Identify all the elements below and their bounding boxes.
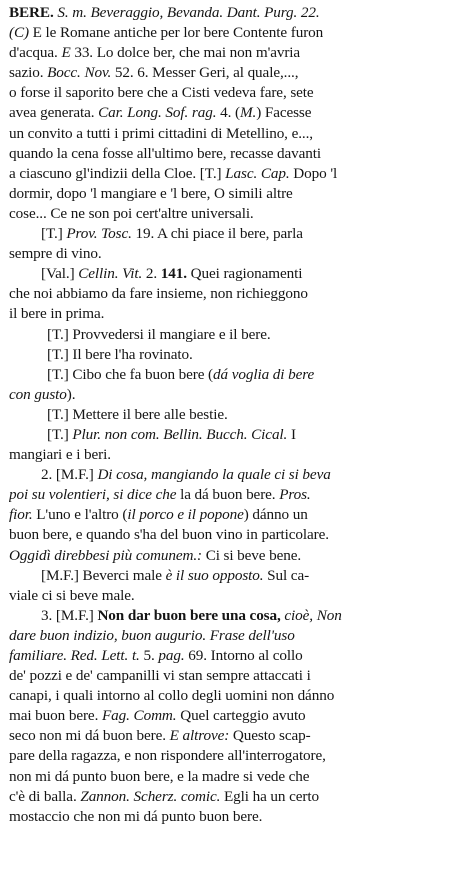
entry-line xyxy=(9,726,465,746)
entry-line xyxy=(9,184,465,204)
entry-line xyxy=(9,304,465,324)
entry-line xyxy=(9,505,465,525)
entry-line xyxy=(9,385,465,405)
entry-text-segment: viale ci si beve male. xyxy=(9,586,135,604)
entry-text-segment: Non dar buon bere una cosa, xyxy=(97,606,281,624)
entry-text-segment: pag. xyxy=(158,647,185,664)
entry-text-segment: Quel carteggio avuto xyxy=(176,707,306,725)
entry-text-segment: E xyxy=(61,44,71,62)
entry-text-segment: Egli ha un certo xyxy=(220,787,319,805)
entry-text-segment: Bocc. Nov. xyxy=(47,64,112,82)
entry-text-segment: BERE. xyxy=(9,4,54,21)
entry-text-segment: Lasc. Cap. xyxy=(225,164,290,182)
entry-line xyxy=(9,244,465,264)
entry-text-segment: 69. Intorno al collo xyxy=(184,647,303,664)
entry-line xyxy=(9,144,465,164)
entry-text-segment: Zannon. Scherz. comic. xyxy=(80,787,221,805)
entry-text-segment: d'acqua. xyxy=(9,44,62,62)
entry-line xyxy=(9,103,465,123)
entry-line xyxy=(9,807,465,827)
entry-text-segment: sempre di vino. xyxy=(9,245,102,263)
entry-line xyxy=(9,345,465,365)
entry-text-segment: Cellin. Vit. xyxy=(78,265,143,283)
entry-text-segment: il porco e il popone xyxy=(127,506,244,524)
entry-text-segment: Car. Long. Sof. rag. xyxy=(98,104,217,122)
entry-text-segment: Pros. xyxy=(279,486,311,504)
entry-text-segment: c'è di balla. xyxy=(9,787,81,805)
entry-text-segment: cioè, Non xyxy=(280,606,342,624)
entry-text-segment: [Val.] xyxy=(41,265,79,283)
entry-text-segment: Oggidì direbbesi più comunem.: xyxy=(9,546,202,564)
entry-text-segment: a ciascuno gl'indizii della Cloe. [T.] xyxy=(9,164,226,182)
entry-text-segment: E altrove: xyxy=(169,727,230,745)
entry-text-segment: [T.] Il bere l'ha rovinato. xyxy=(47,345,193,363)
entry-line xyxy=(9,626,465,646)
entry-text-segment: 4. ( xyxy=(216,104,240,122)
entry-line xyxy=(9,566,465,586)
entry-text-segment: I xyxy=(287,425,296,443)
entry-line xyxy=(9,204,465,224)
entry-text-segment: un convito a tutti i primi cittadini di Metellino, e..., xyxy=(9,124,314,142)
entry-line xyxy=(9,264,465,284)
entry-line xyxy=(9,465,465,485)
entry-text-segment: familiare. Red. Lett. t. xyxy=(9,647,140,664)
entry-line xyxy=(9,686,465,706)
entry-line xyxy=(9,525,465,545)
entry-text-segment: buon bere, e quando s'ha del buon vino in particolare. xyxy=(9,526,329,544)
entry-text-segment: mostaccio che non mi dá punto buon bere. xyxy=(9,807,263,825)
entry-text-segment: mai buon bere. xyxy=(9,707,102,725)
entry-text-segment: 33. Lo dolce ber, che mai non m'avria xyxy=(70,44,301,62)
entry-text-segment: ). xyxy=(66,385,76,403)
entry-line xyxy=(9,3,465,23)
entry-text-segment: dá voglia di bere xyxy=(213,365,315,383)
entry-text-segment: Quei ragionamenti xyxy=(186,265,303,283)
entry-text-segment: Dopo 'l xyxy=(289,164,338,182)
entry-line xyxy=(9,365,465,385)
entry-line xyxy=(9,325,465,345)
entry-text-segment: [M.F.] Beverci male xyxy=(41,566,166,584)
entry-text-segment: [T.] Provvedersi il mangiare e il bere. xyxy=(47,325,271,343)
entry-text-segment: E le Romane antiche per lor bere Contente furon xyxy=(28,24,324,42)
entry-text-segment: 5. xyxy=(139,647,159,664)
entry-text-segment: S. m. Beveraggio, Bevanda. Dant. Purg. 22. xyxy=(53,4,320,21)
entry-line xyxy=(9,586,465,606)
entry-text-segment: è il suo opposto. xyxy=(165,566,264,584)
entry-text-segment: [T.] xyxy=(41,225,67,243)
entry-text-segment: avea generata. xyxy=(9,104,99,122)
entry-text-segment: ) Facesse xyxy=(256,104,312,122)
entry-line xyxy=(9,63,465,83)
entry-text-segment: poi su volentieri, si dice che xyxy=(9,486,177,504)
entry-text-segment: che noi abbiamo da fare insieme, non richieggono xyxy=(9,285,308,303)
entry-text-segment: mangiari e i beri. xyxy=(9,446,111,464)
entry-text-segment: quando la cena fosse all'ultimo bere, recasse davanti xyxy=(9,144,322,162)
entry-line xyxy=(9,43,465,63)
entry-text-segment: dormir, dopo 'l mangiare e 'l bere, O simili altre xyxy=(9,184,293,202)
entry-text-segment: Plur. non com. Bellin. Bucch. Cical. xyxy=(72,425,288,443)
entry-line xyxy=(9,666,465,686)
entry-line xyxy=(9,767,465,787)
entry-text-segment: M. xyxy=(239,104,257,122)
entry-text-segment: Questo scap- xyxy=(229,727,311,745)
entry-text-segment: 19. A chi piace il bere, parla xyxy=(131,225,303,243)
entry-text-segment: [T.] Mettere il bere alle bestie. xyxy=(47,405,228,423)
entry-line xyxy=(9,485,465,505)
entry-line xyxy=(9,164,465,184)
entry-text-segment: 2. [M.F.] xyxy=(41,466,98,484)
entry-line xyxy=(9,606,465,626)
entry-text-segment: con gusto xyxy=(9,385,67,403)
entry-text-segment: cose... Ce ne son poi cert'altre universali. xyxy=(9,204,254,222)
entry-text-segment: il bere in prima. xyxy=(9,305,105,323)
entry-line xyxy=(9,83,465,103)
entry-text-segment: dare buon indizio, buon augurio. Frase dell'uso xyxy=(9,626,295,644)
entry-text-segment: 3. [M.F.] xyxy=(41,606,98,624)
entry-text-segment: [T.] xyxy=(47,425,73,443)
entry-text-segment: ) dánno un xyxy=(243,506,308,524)
entry-text-segment: canapi, i quali intorno al collo degli uomini non dánno xyxy=(9,687,335,705)
entry-text-segment: Ci si beve bene. xyxy=(202,546,302,564)
entry-line xyxy=(9,23,465,43)
entry-text-segment: 2. xyxy=(142,265,161,283)
entry-line xyxy=(9,646,465,666)
entry-text-segment: 141. xyxy=(160,265,187,283)
entry-text-segment: 52. 6. Messer Geri, al quale,..., xyxy=(111,64,299,82)
entry-line xyxy=(9,405,465,425)
entry-line xyxy=(9,284,465,304)
entry-text-segment: (C) xyxy=(9,24,29,42)
entry-text-segment: Prov. Tosc. xyxy=(66,225,132,243)
entry-text-segment: [T.] Cibo che fa buon bere ( xyxy=(47,365,214,383)
entry-text-segment: Sul ca- xyxy=(263,566,310,584)
entry-line xyxy=(9,425,465,445)
entry-text-segment: fior. xyxy=(9,506,33,524)
entry-line xyxy=(9,224,465,244)
entry-text-segment: o forse il saporito bere che a Cisti vedeva fare, sete xyxy=(9,84,314,102)
entry-text-segment: de' pozzi e de' campanilli vi stan sempre attaccati i xyxy=(9,667,311,685)
entry-line xyxy=(9,124,465,144)
entry-text-segment: pare della ragazza, e non rispondere all'interrogatore, xyxy=(9,747,326,765)
entry-text-segment: la dá buon bere. xyxy=(176,486,280,504)
entry-text-segment: L'uno e l'altro ( xyxy=(32,506,128,524)
entry-line xyxy=(9,706,465,726)
entry-text-segment: non mi dá punto buon bere, e la madre si vede che xyxy=(9,767,310,785)
entry-line xyxy=(9,546,465,566)
entry-line xyxy=(9,787,465,807)
entry-text-segment: Di cosa, mangiando la quale ci si beva xyxy=(97,466,331,484)
entry-line xyxy=(9,746,465,766)
entry-text-segment: seco non mi dá buon bere. xyxy=(9,727,170,745)
entry-text-segment: Fag. Comm. xyxy=(101,707,177,725)
entry-text-segment: sazio. xyxy=(9,64,48,82)
entry-line xyxy=(9,445,465,465)
